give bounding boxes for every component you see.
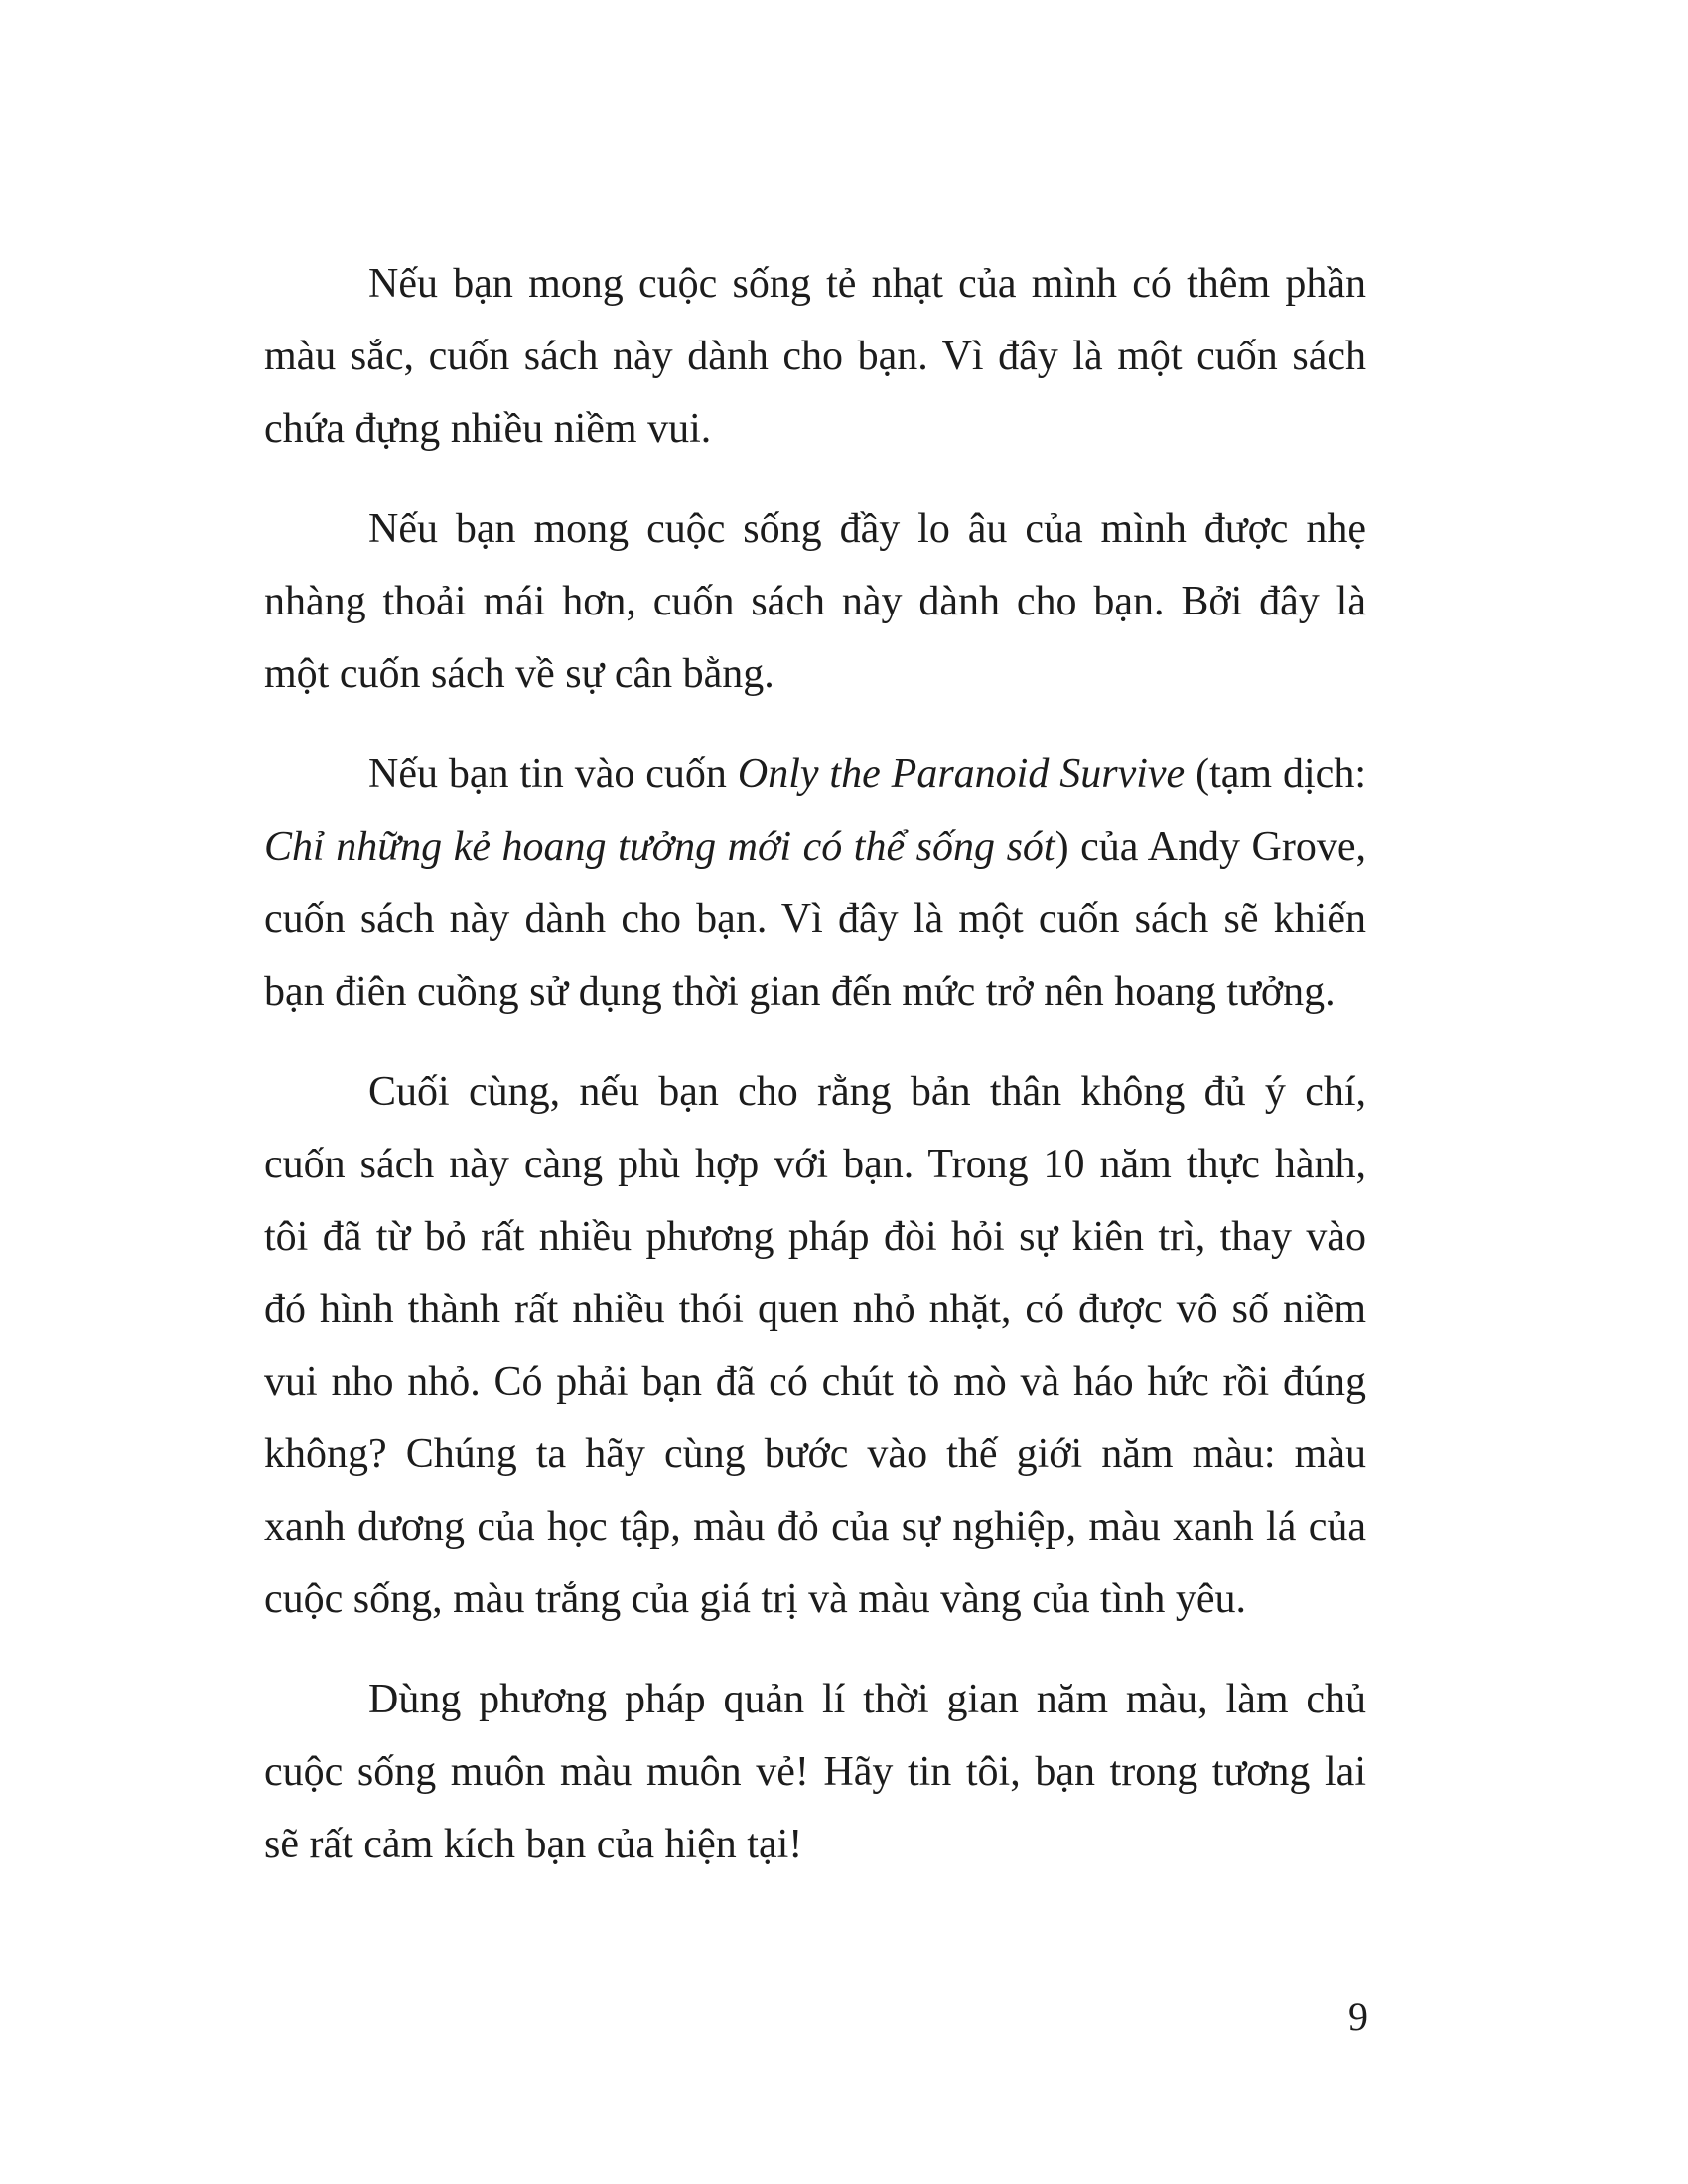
paragraph: [264, 248, 1366, 466]
text-line: [264, 393, 1366, 466]
text-line: [264, 321, 1366, 393]
text-line: [264, 1201, 1366, 1274]
text-segment: nhàng thoải mái hơn, cuốn sách này dành cho bạn. Bởi đây là: [264, 579, 1366, 624]
page-text: [264, 248, 1366, 1909]
text-line: [264, 248, 1366, 321]
text-segment: màu sắc, cuốn sách này dành cho bạn. Vì đây là một cuốn sách: [264, 334, 1366, 379]
text-segment: cuộc sống, màu trắng của giá trị và màu vàng của tình yêu.: [264, 1576, 1247, 1622]
text-line: [264, 1056, 1366, 1129]
text-line: [264, 956, 1366, 1028]
text-segment: đó hình thành rất nhiều thói quen nhỏ nhặt, có được vô số niềm: [264, 1287, 1366, 1332]
text-segment: cuốn sách này càng phù hợp với bạn. Trong 10 năm thực hành,: [264, 1142, 1366, 1187]
text-segment: ) của Andy Grove,: [1055, 824, 1366, 870]
text-segment: tôi đã từ bỏ rất nhiều phương pháp đòi hỏi sự kiên trì, thay vào: [264, 1214, 1366, 1260]
text-segment: chứa đựng nhiều niềm vui.: [264, 406, 712, 452]
paragraph: [264, 739, 1366, 1028]
text-segment: cuộc sống muôn màu muôn vẻ! Hãy tin tôi, bạn trong tương lai: [264, 1749, 1366, 1795]
text-segment: cuốn sách này dành cho bạn. Vì đây là một cuốn sách sẽ khiến: [264, 896, 1366, 942]
text-line: [264, 566, 1366, 638]
text-line: [264, 638, 1366, 711]
text-line: [264, 884, 1366, 956]
text-segment: xanh dương của học tập, màu đỏ của sự nghiệp, màu xanh lá của: [264, 1504, 1366, 1550]
text-line: [264, 811, 1366, 884]
paragraph: [264, 1056, 1366, 1636]
text-line: [264, 739, 1366, 811]
text-segment: Cuối cùng, nếu bạn cho rằng bản thân không đủ ý chí,: [368, 1069, 1366, 1115]
text-segment: không? Chúng ta hãy cùng bước vào thế giới năm màu: màu: [264, 1432, 1366, 1477]
text-line: [264, 1129, 1366, 1201]
page-number: 9: [1348, 1994, 1368, 2039]
text-line: [264, 493, 1366, 566]
text-line: [264, 1564, 1366, 1636]
text-line: [264, 1736, 1366, 1809]
text-segment: bạn điên cuồng sử dụng thời gian đến mức trở nên hoang tưởng.: [264, 969, 1336, 1015]
text-line: [264, 1491, 1366, 1564]
text-line: [264, 1809, 1366, 1881]
text-segment: vui nho nhỏ. Có phải bạn đã có chút tò mò và háo hức rồi đúng: [264, 1359, 1366, 1405]
italic-text-segment: Chỉ những kẻ hoang tưởng mới có thể sống sót: [264, 824, 1055, 870]
text-line: [264, 1274, 1366, 1346]
text-segment: một cuốn sách về sự cân bằng.: [264, 651, 774, 697]
text-segment: Nếu bạn mong cuộc sống đầy lo âu của mình được nhẹ: [368, 506, 1366, 552]
text-segment: Nếu bạn tin vào cuốn: [368, 751, 738, 797]
text-line: [264, 1419, 1366, 1491]
text-segment: (tạm dịch:: [1185, 751, 1366, 797]
text-segment: sẽ rất cảm kích bạn của hiện tại!: [264, 1822, 803, 1867]
italic-text-segment: Only the Paranoid Survive: [737, 751, 1186, 797]
text-segment: Dùng phương pháp quản lí thời gian năm màu, làm chủ: [368, 1677, 1366, 1722]
paragraph: [264, 1664, 1366, 1881]
paragraph: [264, 493, 1366, 711]
text-line: [264, 1664, 1366, 1736]
text-line: [264, 1346, 1366, 1419]
text-segment: Nếu bạn mong cuộc sống tẻ nhạt của mình có thêm phần: [368, 261, 1366, 307]
